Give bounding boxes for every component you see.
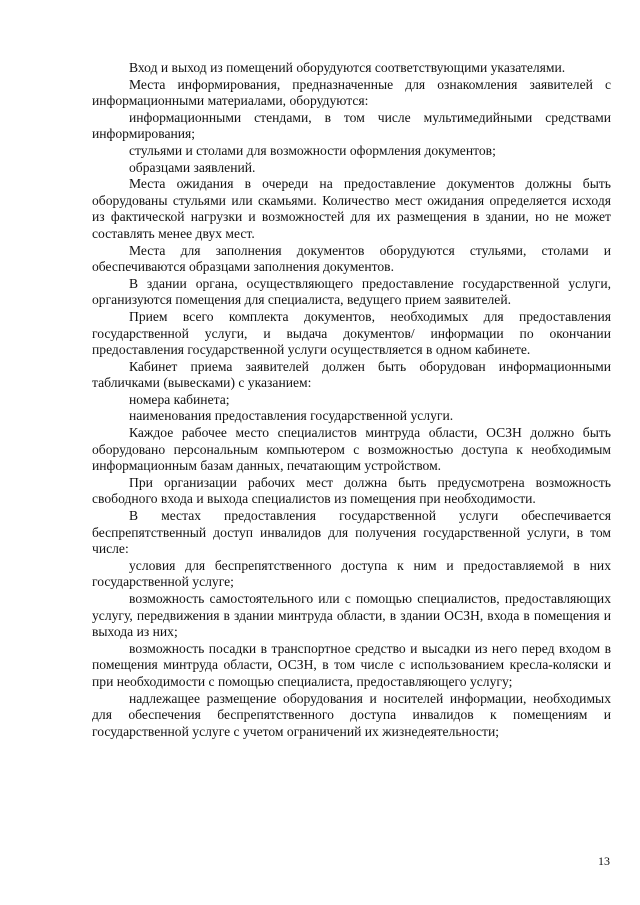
page-number: 13 [598, 854, 610, 868]
paragraph: номера кабинета; [129, 391, 230, 407]
paragraph: При организации рабочих мест должна быть предусмотрена возможность свободного входа и выхода специалистов из помещения при необходимости. [92, 474, 611, 507]
paragraph: наименования предоставления государственной услуги. [129, 408, 454, 424]
paragraph: Кабинет приема заявителей должен быть оборудован информационными табличками (вывесками) с указанием: [92, 358, 611, 391]
paragraph: надлежащее размещение оборудования и носителей информации, необходимых для обеспечения беспрепятственного доступа инвалидов к помещениям и государственной услуге с учетом ограничений их жизнедеятельности; [92, 690, 611, 739]
document-body [92, 60, 611, 740]
paragraph: Вход и выход из помещений оборудуются соответствующими указателями. [129, 60, 566, 75]
paragraph: Прием всего комплекта документов, необходимых для предоставления государственной услуги, и выдача документов/ информации по окончании предоставления государственной услуги осуществляется в одном кабинете. [92, 308, 611, 358]
paragraph: информационными стендами, в том числе мультимедийными средствами информирования; [92, 109, 611, 142]
paragraph: Места для заполнения документов оборудуются стульями, столами и обеспечиваются образцами заполнения документов. [92, 242, 611, 275]
paragraph: Каждое рабочее место специалистов минтруда области, ОСЗН должно быть оборудовано персональным компьютером с возможностью доступа к необходимым информационным базам данных, печатающим устройством. [92, 425, 611, 474]
paragraph: В местах предоставления государственной услуги обеспечивается беспрепятственный доступ инвалидов для получения государственной услуги, в том числе: [92, 508, 611, 557]
paragraph: условия для беспрепятственного доступа к ним и предоставляемой в них государственной услуге; [92, 557, 611, 590]
paragraph: В здании органа, осуществляющего предоставление государственной услуги, организуются помещения для специалиста, ведущего прием заявителей. [92, 275, 611, 308]
paragraph: Места ожидания в очереди на предоставление документов должны быть оборудованы стульями или скамьями. Количество мест ожидания определяется исходя из фактической нагрузки и возможностей для их размещения в здании, но не может составлять менее двух мест. [92, 176, 611, 241]
paragraph: возможность посадки в транспортное средство и высадки из него перед входом в помещения минтруда области, ОСЗН, в том числе с использованием кресла-коляски и при необходимости с помощью специалиста, предоставляющего услугу; [92, 640, 611, 689]
paragraph: стульями и столами для возможности оформления документов; [129, 142, 496, 158]
paragraph: образцами заявлений. [129, 159, 256, 175]
paragraph: возможность самостоятельного или с помощью специалистов, предоставляющих услугу, передвижения в здании минтруда области, в здании ОСЗН, входа в помещения и выхода из них; [92, 591, 611, 640]
paragraph: Места информирования, предназначенные для ознакомления заявителей с информационными материалами, оборудуются: [92, 76, 611, 109]
